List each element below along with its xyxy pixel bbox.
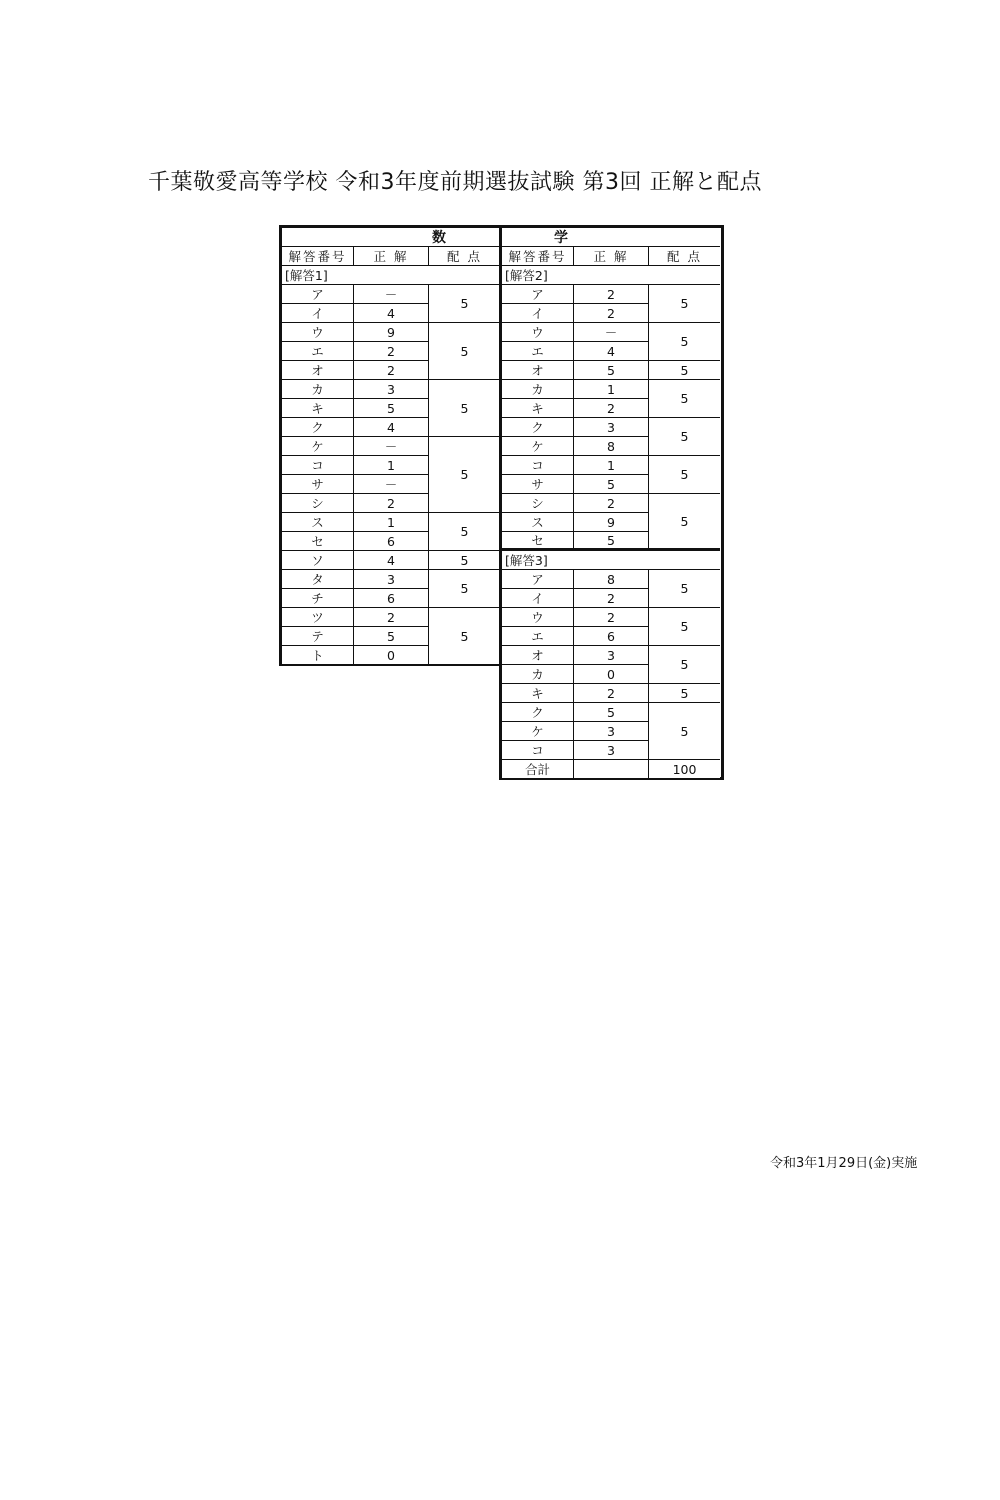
points-value: 5 bbox=[429, 551, 500, 570]
points-value: 5 bbox=[429, 437, 500, 513]
subject-header bbox=[502, 228, 720, 247]
correct-answer: － bbox=[574, 323, 649, 342]
points-value: 5 bbox=[649, 361, 720, 380]
correct-answer: 5 bbox=[574, 703, 649, 722]
subject-char: 学 bbox=[554, 230, 568, 246]
correct-answer: 8 bbox=[574, 437, 649, 456]
answer-number: カ bbox=[502, 665, 574, 684]
points-value: 5 bbox=[429, 513, 500, 551]
answer-number: シ bbox=[282, 494, 354, 513]
subject-char: 数 bbox=[432, 230, 446, 246]
correct-answer: 6 bbox=[354, 589, 429, 608]
answer-number: エ bbox=[282, 342, 354, 361]
correct-answer: 0 bbox=[354, 646, 429, 665]
correct-answer: 2 bbox=[574, 589, 649, 608]
correct-answer: 5 bbox=[574, 532, 649, 551]
answer-number: ウ bbox=[282, 323, 354, 342]
correct-answer: 8 bbox=[574, 570, 649, 589]
points-value: 5 bbox=[429, 323, 500, 380]
correct-answer: 6 bbox=[574, 627, 649, 646]
answer-number: キ bbox=[282, 399, 354, 418]
answer-number: ケ bbox=[502, 722, 574, 741]
answer-number: キ bbox=[502, 399, 574, 418]
points-value: 5 bbox=[649, 380, 720, 418]
answer-number: サ bbox=[282, 475, 354, 494]
answer-number: オ bbox=[502, 646, 574, 665]
header-number: 解答番号 bbox=[502, 247, 574, 266]
answer-number: チ bbox=[282, 589, 354, 608]
answer-number: ス bbox=[502, 513, 574, 532]
answer-table-left bbox=[279, 225, 503, 666]
points-value: 5 bbox=[429, 285, 500, 323]
correct-answer: 9 bbox=[354, 323, 429, 342]
answer-number: エ bbox=[502, 342, 574, 361]
points-value: 5 bbox=[649, 646, 720, 684]
answer-number: ク bbox=[502, 418, 574, 437]
correct-answer: － bbox=[354, 285, 429, 304]
answer-number: ク bbox=[502, 703, 574, 722]
correct-answer: 4 bbox=[354, 551, 429, 570]
answer-number: サ bbox=[502, 475, 574, 494]
answer-number: コ bbox=[282, 456, 354, 475]
answer-number: テ bbox=[282, 627, 354, 646]
points-value: 5 bbox=[649, 684, 720, 703]
correct-answer: 2 bbox=[574, 285, 649, 304]
answer-number: タ bbox=[282, 570, 354, 589]
answer-number: イ bbox=[282, 304, 354, 323]
correct-answer: 4 bbox=[354, 418, 429, 437]
correct-answer: 5 bbox=[574, 475, 649, 494]
correct-answer: 2 bbox=[354, 342, 429, 361]
correct-answer: 5 bbox=[574, 361, 649, 380]
answer-number: ツ bbox=[282, 608, 354, 627]
correct-answer: 4 bbox=[574, 342, 649, 361]
subject-header bbox=[282, 228, 500, 247]
answer-number: オ bbox=[502, 361, 574, 380]
header-answer: 正 解 bbox=[574, 247, 649, 266]
answer-number: コ bbox=[502, 456, 574, 475]
answer-number: ア bbox=[502, 570, 574, 589]
header-points: 配 点 bbox=[649, 247, 720, 266]
answer-number: ウ bbox=[502, 608, 574, 627]
answer-number: ケ bbox=[282, 437, 354, 456]
points-value: 5 bbox=[649, 494, 720, 551]
correct-answer: 9 bbox=[574, 513, 649, 532]
correct-answer: 4 bbox=[354, 304, 429, 323]
answer-number: エ bbox=[502, 627, 574, 646]
answer-number: ケ bbox=[502, 437, 574, 456]
section-label: [解答2] bbox=[502, 266, 720, 285]
header-points: 配 点 bbox=[429, 247, 500, 266]
correct-answer: 3 bbox=[354, 380, 429, 399]
answer-number: キ bbox=[502, 684, 574, 703]
points-value: 5 bbox=[429, 380, 500, 437]
answer-number: ト bbox=[282, 646, 354, 665]
exam-date: 令和3年1月29日(金)実施 bbox=[770, 1156, 918, 1171]
section-label: [解答1] bbox=[282, 266, 500, 285]
answer-number: カ bbox=[282, 380, 354, 399]
answer-number: セ bbox=[502, 532, 574, 551]
correct-answer: 2 bbox=[574, 684, 649, 703]
correct-answer: 3 bbox=[354, 570, 429, 589]
correct-answer: 2 bbox=[354, 494, 429, 513]
answer-number: イ bbox=[502, 304, 574, 323]
correct-answer: － bbox=[354, 475, 429, 494]
answer-number: ア bbox=[282, 285, 354, 304]
correct-answer: 2 bbox=[574, 494, 649, 513]
total-answer bbox=[574, 760, 649, 779]
points-value: 5 bbox=[429, 608, 500, 665]
answer-number: ク bbox=[282, 418, 354, 437]
answer-number: セ bbox=[282, 532, 354, 551]
correct-answer: 0 bbox=[574, 665, 649, 684]
answer-number: カ bbox=[502, 380, 574, 399]
correct-answer: 2 bbox=[354, 361, 429, 380]
points-value: 5 bbox=[649, 703, 720, 760]
correct-answer: 3 bbox=[574, 418, 649, 437]
answer-table-right bbox=[499, 225, 724, 780]
document-title: 千葉敬愛高等学校 令和3年度前期選抜試験 第3回 正解と配点 bbox=[148, 170, 762, 195]
correct-answer: 6 bbox=[354, 532, 429, 551]
section-label: [解答3] bbox=[502, 551, 720, 570]
correct-answer: 1 bbox=[354, 456, 429, 475]
header-number: 解答番号 bbox=[282, 247, 354, 266]
points-value: 5 bbox=[649, 608, 720, 646]
correct-answer: 2 bbox=[574, 608, 649, 627]
points-value: 5 bbox=[649, 285, 720, 323]
correct-answer: 1 bbox=[574, 380, 649, 399]
total-label: 合計 bbox=[502, 760, 574, 779]
header-answer: 正 解 bbox=[354, 247, 429, 266]
points-value: 5 bbox=[649, 418, 720, 456]
points-value: 5 bbox=[649, 456, 720, 494]
points-value: 5 bbox=[649, 570, 720, 608]
answer-number: オ bbox=[282, 361, 354, 380]
answer-number: ウ bbox=[502, 323, 574, 342]
correct-answer: 2 bbox=[574, 399, 649, 418]
answer-number: ス bbox=[282, 513, 354, 532]
correct-answer: 3 bbox=[574, 722, 649, 741]
answer-number: ソ bbox=[282, 551, 354, 570]
answer-number: コ bbox=[502, 741, 574, 760]
answer-number: シ bbox=[502, 494, 574, 513]
correct-answer: 5 bbox=[354, 627, 429, 646]
total-points: 100 bbox=[649, 760, 720, 779]
correct-answer: 2 bbox=[354, 608, 429, 627]
correct-answer: 3 bbox=[574, 646, 649, 665]
correct-answer: － bbox=[354, 437, 429, 456]
correct-answer: 3 bbox=[574, 741, 649, 760]
points-value: 5 bbox=[649, 323, 720, 361]
answer-number: ア bbox=[502, 285, 574, 304]
correct-answer: 5 bbox=[354, 399, 429, 418]
points-value: 5 bbox=[429, 570, 500, 608]
answer-number: イ bbox=[502, 589, 574, 608]
correct-answer: 2 bbox=[574, 304, 649, 323]
correct-answer: 1 bbox=[574, 456, 649, 475]
correct-answer: 1 bbox=[354, 513, 429, 532]
